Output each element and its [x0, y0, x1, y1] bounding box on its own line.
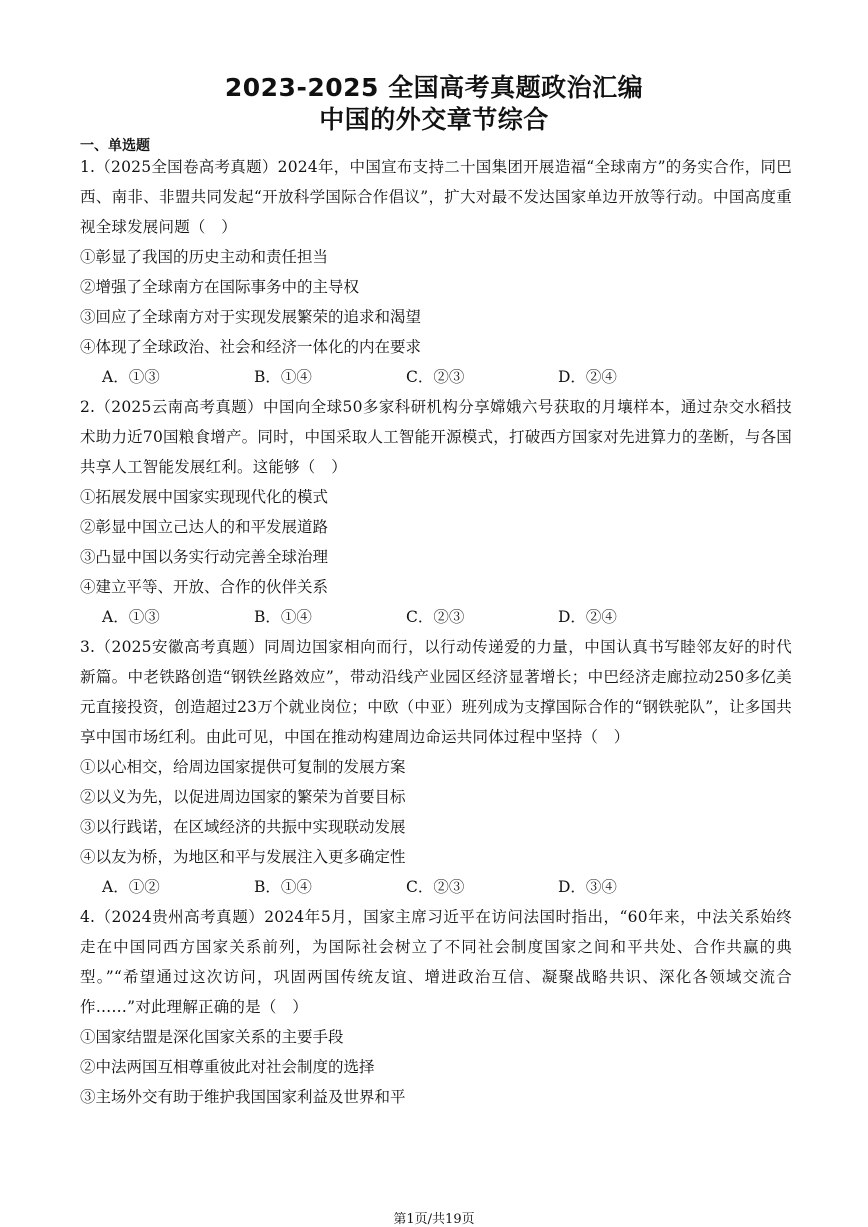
choice-a: A．①② — [102, 878, 160, 896]
statement-option: ③主场外交有助于维护我国国家利益及世界和平 — [80, 1088, 406, 1106]
statement-option: ①以心相交，给周边国家提供可复制的发展方案 — [80, 758, 406, 776]
page-footer: 第1页/共19页 — [393, 1212, 475, 1227]
statement-option: ①彰显了我国的历史主动和责任担当 — [80, 248, 329, 266]
question-4 — [80, 902, 792, 1112]
question-1 — [80, 152, 792, 392]
statement-option: ③回应了全球南方对于实现发展繁荣的追求和渴望 — [80, 308, 422, 326]
document-title: 2023-2025 全国高考真题政治汇编 — [224, 73, 644, 102]
choice-b: B．①④ — [254, 368, 312, 386]
choice-b: B．①④ — [254, 878, 312, 896]
question-list — [80, 152, 792, 1112]
question-3 — [80, 632, 792, 902]
question-stem: 2.（2025云南高考真题）中国向全球50多家科研机构分享嫦娥六号获取的月壤样本，通过杂交水稻技术助力近70国粮食增产。同时，中国采取人工智能开源模式，打破西方国家对先进算力的垄断，与各国共享人工智能发展红利。这能够（ ） — [80, 398, 792, 476]
statement-option: ②中法两国互相尊重彼此对社会制度的选择 — [80, 1058, 375, 1076]
statement-option: ②彰显中国立己达人的和平发展道路 — [80, 518, 329, 536]
choice-c: C．②③ — [406, 368, 465, 386]
statement-option: ①国家结盟是深化国家关系的主要手段 — [80, 1028, 344, 1046]
question-stem: 1.（2025全国卷高考真题）2024年，中国宣布支持二十国集团开展造福“全球南方”的务实合作，同巴西、南非、非盟共同发起“开放科学国际合作倡议”，扩大对最不发达国家单边开放等行动。中国高度重视全球发展问题（ ） — [80, 158, 792, 236]
statement-option: ①拓展发展中国家实现现代化的模式 — [80, 488, 329, 506]
statement-option: ②以义为先，以促进周边国家的繁荣为首要目标 — [80, 788, 406, 806]
choice-c: C．②③ — [406, 608, 465, 626]
statement-option: ④建立平等、开放、合作的伙伴关系 — [80, 578, 329, 596]
statement-option: ④体现了全球政治、社会和经济一体化的内在要求 — [80, 338, 422, 356]
choice-a: A．①③ — [102, 368, 160, 386]
section-heading: 一、单选题 — [80, 138, 150, 154]
question-2 — [80, 392, 792, 632]
answer-choices — [80, 362, 792, 392]
document-subtitle: 中国的外交章节综合 — [319, 105, 549, 134]
choice-c: C．②③ — [406, 878, 465, 896]
answer-choices — [80, 602, 792, 632]
choice-d: D．③④ — [558, 878, 617, 896]
choice-b: B．①④ — [254, 608, 312, 626]
statement-option: ④以友为桥，为地区和平与发展注入更多确定性 — [80, 848, 406, 866]
question-stem: 3.（2025安徽高考真题）同周边国家相向而行，以行动传递爱的力量，中国认真书写睦邻友好的时代新篇。中老铁路创造“钢铁丝路效应”，带动沿线产业园区经济显著增长；中巴经济走廊拉动250多亿美元直接投资，创造超过23万个就业岗位；中欧（中亚）班列成为支撑国际合作的“钢铁驼队”，让多国共享中国市场红利。由此可见，中国在推动构建周边命运共同体过程中坚持（ ） — [80, 638, 792, 746]
answer-choices — [80, 872, 792, 902]
choice-a: A．①③ — [102, 608, 160, 626]
question-stem: 4.（2024贵州高考真题）2024年5月，国家主席习近平在访问法国时指出，“60年来，中法关系始终走在中国同西方国家关系前列，为国际社会树立了不同社会制度国家之间和平共处、合作共赢的典型。”“希望通过这次访问，巩固两国传统友谊、增进政治互信、凝聚战略共识、深化各领域交流合作……”对此理解正确的是（ ） — [80, 908, 792, 1016]
statement-option: ②增强了全球南方在国际事务中的主导权 — [80, 278, 360, 296]
statement-option: ③以行践诺，在区域经济的共振中实现联动发展 — [80, 818, 406, 836]
choice-d: D．②④ — [558, 368, 617, 386]
choice-d: D．②④ — [558, 608, 617, 626]
statement-option: ③凸显中国以务实行动完善全球治理 — [80, 548, 329, 566]
